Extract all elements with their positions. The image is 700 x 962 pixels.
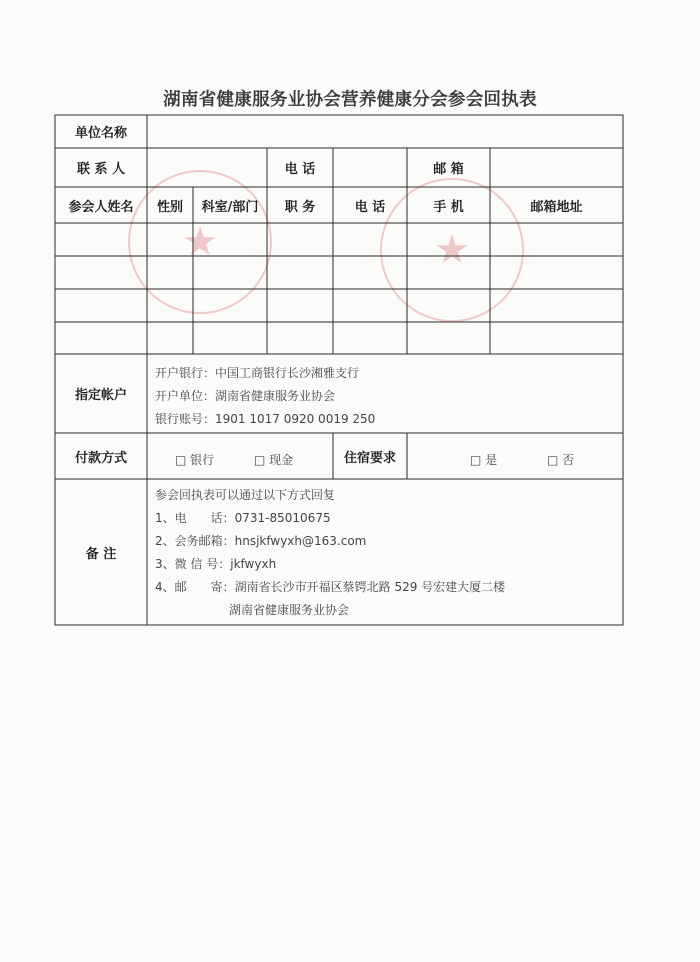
col-header-mobile: 手 机 xyxy=(433,199,464,215)
attendee-row[interactable] xyxy=(55,322,623,354)
form-title: 湖南省健康服务业协会营养健康分会参会回执表 xyxy=(163,90,537,110)
col-header-phone: 电 话 xyxy=(354,199,386,215)
contact-email-label: 邮 箱 xyxy=(433,162,464,177)
remarks-intro: 参会回执表可以通过以下方式回复 xyxy=(155,488,336,502)
attendee-row[interactable] xyxy=(55,256,623,289)
account-number: 银行账号：1901 1017 0920 0019 250 xyxy=(155,412,376,426)
contact-phone-label: 电 话 xyxy=(284,162,316,177)
col-header-gender: 性别 xyxy=(156,199,183,215)
remarks-item-email: 2、会务邮箱：hnsjkfwyxh@163.com xyxy=(155,534,367,548)
col-header-position: 职 务 xyxy=(284,199,316,215)
remarks-item-wechat: 3、微 信 号：jkfwyxh xyxy=(155,557,277,571)
account-unit: 开户单位：湖南省健康服务业协会 xyxy=(155,389,336,403)
seal-stamp-left: ★ xyxy=(128,170,272,314)
remarks-item-mail: 4、邮 寄：湖南省长沙市开福区蔡锷北路 529 号宏建大厦二楼 xyxy=(155,580,506,594)
account-bank: 开户银行：中国工商银行长沙湘雅支行 xyxy=(155,366,360,380)
contact-person-label: 联 系 人 xyxy=(76,162,126,177)
contact-email-field[interactable] xyxy=(490,148,623,187)
remarks-item-phone: 1、电 话：0731-85010675 xyxy=(155,511,331,525)
lodging-label: 住宿要求 xyxy=(343,450,396,466)
lodging-no-checkbox[interactable]: □ 否 xyxy=(547,453,575,467)
attendee-row[interactable] xyxy=(55,223,623,256)
remarks-label: 备 注 xyxy=(85,546,117,562)
col-header-department: 科室/部门 xyxy=(201,199,259,215)
seal-stamp-right: ★ xyxy=(380,178,524,322)
col-header-name: 参会人姓名 xyxy=(68,199,134,215)
unit-name-label: 单位名称 xyxy=(74,126,127,141)
contact-person-field[interactable] xyxy=(147,148,267,187)
remarks-address-line2: 湖南省健康服务业协会 xyxy=(229,603,350,617)
account-label: 指定帐户 xyxy=(74,388,127,403)
contact-phone-field[interactable] xyxy=(333,148,407,187)
lodging-yes-checkbox[interactable]: □ 是 xyxy=(470,453,498,467)
unit-name-field[interactable] xyxy=(147,115,623,148)
payment-option-bank-checkbox[interactable]: □ 银行 xyxy=(175,453,215,467)
payment-label: 付款方式 xyxy=(74,450,127,466)
attendee-row[interactable] xyxy=(55,289,623,322)
col-header-email: 邮箱地址 xyxy=(530,199,583,215)
payment-option-cash-checkbox[interactable]: □ 现金 xyxy=(254,453,294,467)
